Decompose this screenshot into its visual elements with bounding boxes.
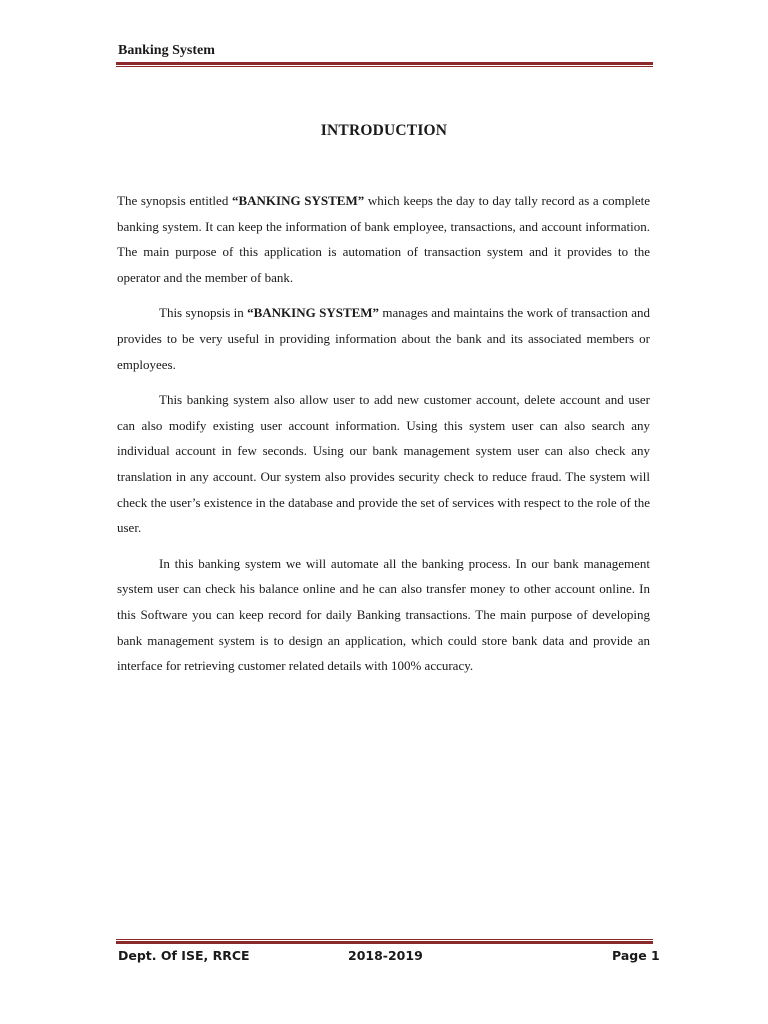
paragraph-1 bbox=[117, 188, 650, 290]
paragraph-1-emphasis: “BANKING SYSTEM” bbox=[231, 193, 365, 208]
paragraph-2 bbox=[117, 300, 650, 377]
paragraph-1-text-pre: The synopsis entitled bbox=[117, 193, 232, 208]
footer-department: Dept. Of ISE, RRCE bbox=[118, 948, 250, 963]
header-rule-thin-line bbox=[116, 66, 653, 67]
header-double-rule bbox=[116, 62, 653, 68]
paragraph-3: This banking system also allow user to add new customer account, delete account and user can also modify existing user account information. Using this system user can also search any individual account in few seconds. Using our bank management system user can also check any translation in any account. Our system also provides security check to reduce fraud. The system will check the user’s existence in the database and provide the set of services with respect to the role of the user. bbox=[117, 392, 650, 536]
footer-rule-thin-line bbox=[116, 939, 653, 940]
header-rule-thick-line bbox=[116, 62, 653, 65]
section-heading: INTRODUCTION bbox=[320, 122, 448, 139]
footer-rule-thick-line bbox=[116, 941, 653, 944]
paragraph-1-text-post: which keeps the day to day tally record as a complete banking system. It can keep the information of bank employee, transactions, and account information. The main purpose of this application is automation of transaction system and it provides to the operator and the member of bank. bbox=[117, 193, 650, 285]
paragraph-2-text-post: manages and maintains the work of transaction and provides to be very useful in providing information about the bank and its associated members or employees. bbox=[117, 305, 651, 372]
running-header-title: Banking System bbox=[118, 43, 215, 58]
paragraph-2-text-pre: This synopsis in bbox=[159, 305, 248, 321]
footer-double-rule bbox=[116, 939, 653, 945]
footer-page-number: Page 1 bbox=[612, 948, 660, 963]
footer-year: 2018-2019 bbox=[348, 948, 423, 963]
paragraph-2-emphasis: “BANKING SYSTEM” bbox=[247, 305, 380, 321]
body-text bbox=[117, 188, 650, 689]
paragraph-4: In this banking system we will automate all the banking process. In our bank management system user can check his balance online and he can also transfer money to other account online. In this Software you can keep record for daily Banking transactions. The main purpose of developing bank management system is to design an application, which could store bank data and provide an interface for retrieving customer related details with 100% accuracy. bbox=[117, 555, 650, 674]
